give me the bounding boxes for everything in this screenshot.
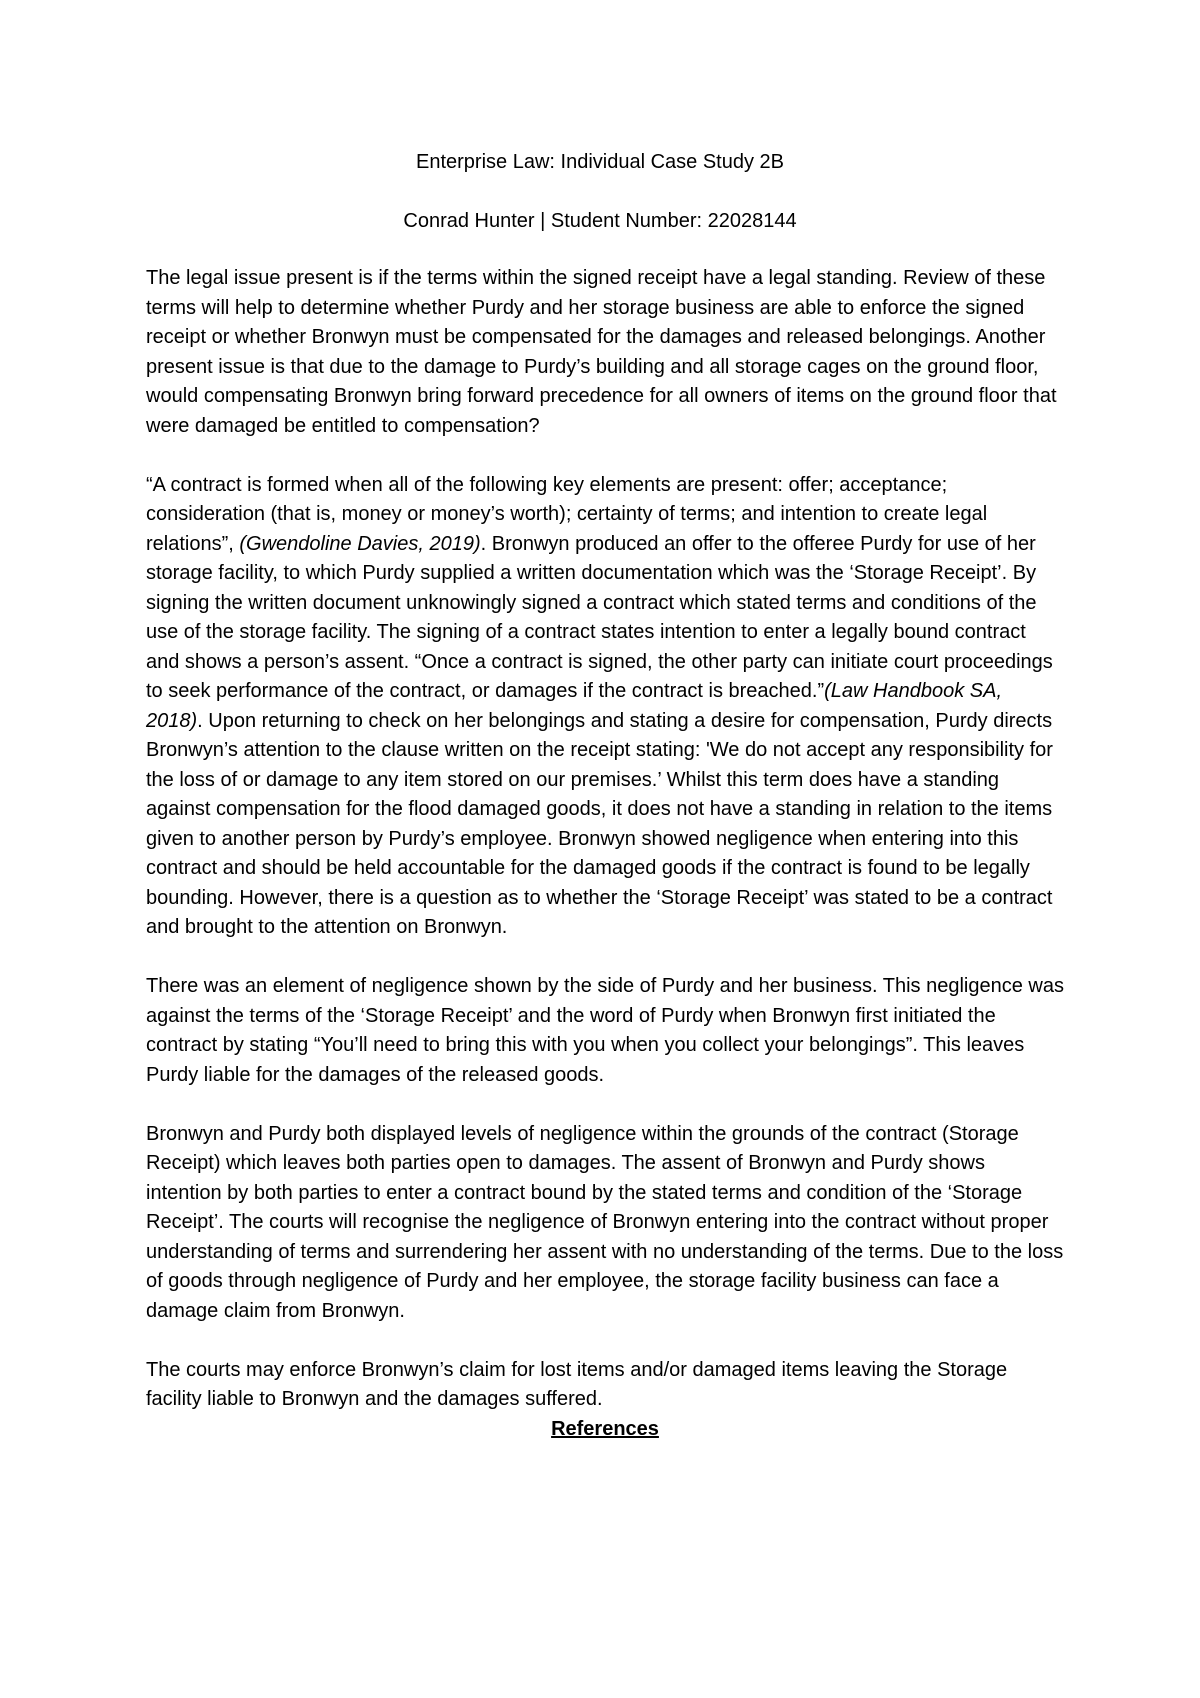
citation-davies: (Gwendoline Davies, 2019) [239,532,481,555]
citation-law-handbook: (Law Handbook SA, 2018) [146,680,1003,732]
paragraph-conclusion: The courts may enforce Bronwyn’s claim for lost items and/or damaged items leaving the Storage facility liable to Bronwyn and the damages suffered. [146,1358,1008,1410]
paragraph-contract-formation [146,471,1064,943]
references-heading: References [551,1417,659,1440]
paragraph-2-text-2: . Upon returning to check on her belongings and stating a desire for compensation, Purdy directs Bronwyn’s attention to the clause written on the receipt stating: 'We do not accept any responsibility for the loss of or damage to any item stored on our premises.’ Whilst this term does have a standing against compensation for the flood damaged goods, it does not have a standing in relation to the items given to another person by Purdy’s employee. Bronwyn showed negligence when entering into this contract and should be held accountable for the damaged goods if the contract is found to be legally bounding. However, there is a question as to whether the ‘Storage Receipt’ was stated to be a contract and brought to the attention on Bronwyn. [146,709,1053,938]
paragraph-both-negligence: Bronwyn and Purdy both displayed levels of negligence within the grounds of the contract (Storage Receipt) which leaves both parties open to damages. The assent of Bronwyn and Purdy shows intention by both parties to enter a contract bound by the stated terms and condition of the ‘Storage Receipt’. The courts will recognise the negligence of Bronwyn entering into the contract without proper understanding of terms and surrendering her assent with no understanding of the terms. Due to the loss of goods through negligence of Purdy and her employee, the storage facility business can face a damage claim from Bronwyn. [146,1122,1064,1322]
quote-contract-elements: “A contract is formed when all of the following key elements are present: offer; acceptance; consideration (that is, money or money’s worth); certainty of terms; and intention to create legal relations”, [146,473,988,555]
paragraph-2-text-1: . Bronwyn produced an offer to the offeree Purdy for use of her storage facility, to which Purdy supplied a written documentation which was the ‘Storage Receipt’. By signing the written document unknowingly signed a contract which stated terms and conditions of the use of the storage facility. The signing of a contract states intention to enter a legally bound contract and shows a person’s assent. “Once a contract is signed, the other party can initiate court proceedings to seek performance of the contract, or damages if the contract is breached.” [146,532,1053,702]
document-title: Enterprise Law: Individual Case Study 2B [416,151,784,173]
paragraph-issue: The legal issue present is if the terms within the signed receipt have a legal standing. Review of these terms will help to determine whether Purdy and her storage business are able to enforce the signed receipt or whether Bronwyn must be compensated for the damages and released belongings. Another present issue is that due to the damage to Purdy’s building and all storage cages on the ground floor, would compensating Bronwyn bring forward precedence for all owners of items on the ground floor that were damaged be entitled to compensation? [146,267,1057,437]
document-body [146,264,1064,1474]
paragraph-purdy-negligence: There was an element of negligence shown by the side of Purdy and her business. This negligence was against the terms of the ‘Storage Receipt’ and the word of Purdy when Bronwyn first initiated the contract by stating “You’ll need to bring this with you when you collect your belongings”. This leaves Purdy liable for the damages of the released goods. [146,975,1064,1086]
author-line: Conrad Hunter | Student Number: 22028144 [403,210,797,232]
